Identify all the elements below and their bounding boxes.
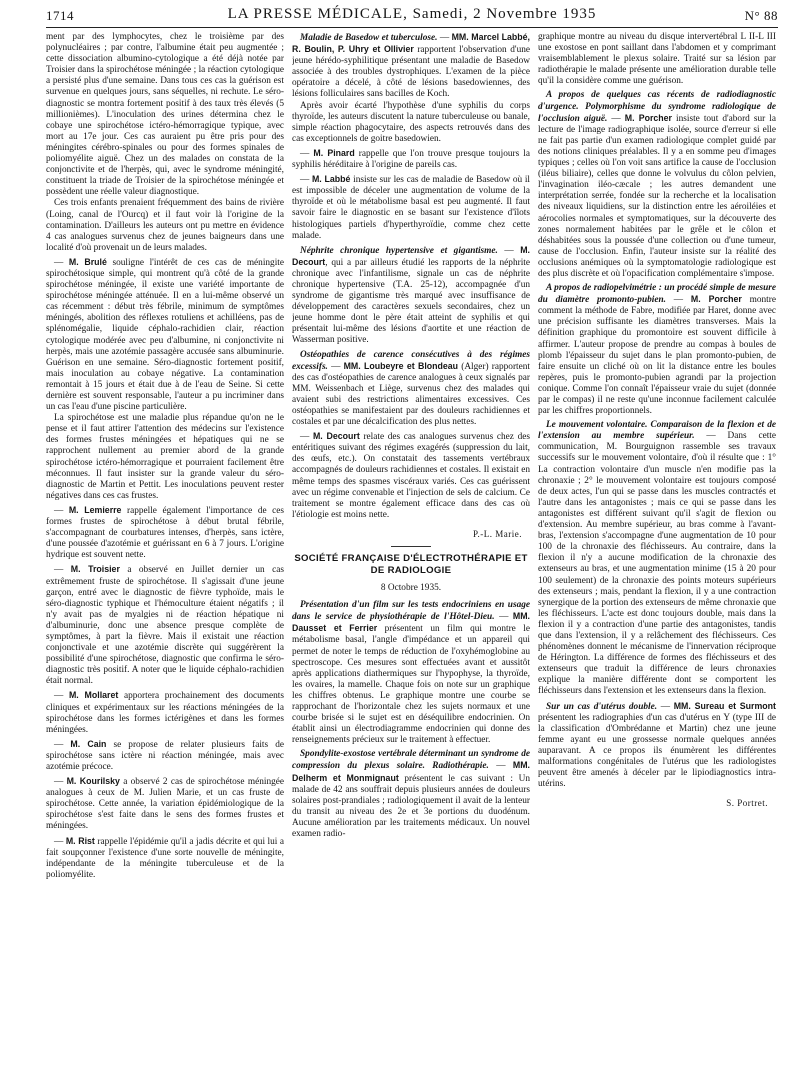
paragraph-text: rappelle également l'importance de ces formes frustes de spirochétose à début brutal fébrile, s'accompagnant de courbatures intenses, d'herpès, sans ictère, d'une poussée d'azotémie et guérissant en 6 à 7 jours. L'origine hydrique est souvent nette. bbox=[46, 505, 284, 561]
author-name: MM. Delherm et Monmignaut bbox=[292, 760, 530, 783]
journal-title: LA PRESSE MÉDICALE, Samedi, 2 Novembre 1935 bbox=[227, 6, 597, 22]
article-title: Sur un cas d'utérus double. bbox=[546, 701, 658, 712]
author-name: MM. Sureau et Surmont bbox=[673, 700, 776, 711]
paragraph: — M. Brulé souligne l'intérêt de ces cas de méningite spirochétosique simple, qui montrent qu'à côté de la grande spirochétose méningée, il existe une variété importante de spirochétose méningée atténuée. Il en a lui-même observé un cas récemment : début très fébrile, minimum de symptômes méningés, abolition des réflexes rotuliens et achilléens, pas de splénomégalie, liquide céphalo-rachidien clair, réaction cytologique modérée avec peu d'albumine, ni conjonctivite ni herpès, mais une azotémie passagère accusée sans albuminurie. Guérison en une semaine. Séro-diagnostic fortement positif, mais inoculation au cobaye négative. La contamination remontait à 15 jours et était due à de l'eau de Seine. Si cette dernière est souvent responsable, l'auteur a pu incriminer dans un cas l'eau d'une piscine particulière. bbox=[46, 256, 284, 413]
column-middle bbox=[292, 32, 530, 1076]
article-title: A propos de quelques cas récents de radiodiagnostic d'urgence. Polymorphisme du syndrome radiologique de l'occlusion aiguë. bbox=[538, 90, 776, 124]
paragraph: Spondylite-exostose vertébrale déterminant un syndrome de compression du plexus solaire. Radiothérapie. — MM. Delherm et Monmignaut présentent le cas suivant : Un malade de 42 ans souffrait depuis plusieurs années de douleurs solaires post-prandiales ; radiologiquement il avait de la lenteur du transit au niveau des 2e et 3e portions du duodénum. Aucune amélioration par les traitements médicaux. Un nouvel examen radio- bbox=[292, 749, 530, 839]
author-name: M. Cain bbox=[70, 738, 107, 749]
paragraph-text: présentent le cas suivant : Un malade de 42 ans souffrait depuis plusieurs années de douleurs solaires post-prandiales ; radiologiquement il avait de la lenteur du transit au niveau des 2e et 3e portions du duodénum. Aucune amélioration par les traitements médicaux. Un nouvel examen radio- bbox=[292, 773, 530, 839]
paragraph-text: relate des cas analogues survenus chez des entéritiques suivant des régimes exagérés (suppression du lait, des œufs, etc.). On constatait des tassements vertébraux accompagnés de douleurs rachidiennes et costales. Il existait en même temps des spasmes viscéraux variés. Ces cas guérissent avec un régime convenable et l'injection de sels de calcium. Ce traitement se montre également efficace dans des cas où l'étiologie est moins nette. bbox=[292, 432, 530, 520]
author-name: M. Lemierre bbox=[68, 504, 122, 515]
paragraph-text: rapportent l'observation d'une jeune hérédo-syphilitique présentant une maladie de Basedow associée à des troubles dystrophiques. L'examen de la pièce opératoire a décelé, à côté de lésions basedowiennes, des lésions folliculaires sans bacilles de Koch. bbox=[292, 45, 530, 100]
paragraph: Présentation d'un film sur les tests endocriniens en usage dans le service de physiothérapie de l'Hôtel-Dieu. — MM. Dausset et Ferrier présentent un film qui montre le métabolisme basal, l'angle d'impédance et un appareil qui permet de noter le temps de réduction de l'oxyhémoglobine au spectroscope. Ces mesures sont effectuées avant et aussitôt après applications diathermiques sur l'hypophyse, la thyroïde, les ovaires, la mamelle. Chaque fois on note sur un graphique les chiffres obtenus. Le graphique montre une courbe se rapprochant de l'horizontale chez les sujets normaux et une courbe brisée si le sujet est en déséquilibre endocrinien. On établit ainsi un électrodiagramme endocrinien qui donne des renseignements précieux sur le traitement à effectuer. bbox=[292, 600, 530, 746]
paragraph-text: qui a par ailleurs étudié les rapports de la néphrite chronique avec l'infantilisme, signale un cas de néphrite chronique hypertensive (T.A. 25-12), accompagnée d'un syndrome de gigantisme très marqué avec insuffisance de développement des caractères sexuels secondaires, chez un jeune homme dont le père était atteint de syphilis et qui présentait lui-même des lésions d'aortite et une réaction de Wasserman positive. bbox=[292, 257, 530, 346]
paragraph: Maladie de Basedow et tuberculose. — MM. Marcel Labbé, R. Boulin, P. Uhry et Ollivier rapportent l'observation d'une jeune hérédo-syphilitique présentant une maladie de Basedow associée à des troubles dystrophiques. L'examen de la pièce opératoire a décelé, à côté de lésions basedowiennes, des lésions folliculaires sans bacilles de Koch. bbox=[292, 32, 530, 100]
paragraph: A propos de quelques cas récents de radiodiagnostic d'urgence. Polymorphisme du syndrome radiologique de l'occlusion aiguë. — M. Porcher insiste tout d'abord sur la lecture de l'image radiographique isolée, source d'erreur si elle ne fait pas partie d'un examen radiologique complet guidé par des notions cliniques préalables. Il y a en somme peu d'images typiques ; celles où l'on voit sans artifice la cause de l'occlusion (iléus biliaire), celles que donne le volvulus du côlon pelvien, l'invagination iléo-cæcale ; les autres demandent une interprétation serrée, fondée sur la recherche et la localisation des niveaux liquidiens, sur la distinction entre les aéroiléies et aérocolies normales et symptomatiques, sur la découverte des zones normalement habitées par le grêle et le côlon et déshabitées sous la poussée d'une collection ou d'une tumeur, cause de l'occlusion. Enfin, l'auteur insiste sur la réalité des occlusions anémiques où la symptomatologie radiologique est des plus discrète et où l'opacification complémentaire s'impose. bbox=[538, 90, 776, 279]
author-name: M. Rist bbox=[65, 835, 95, 846]
author-name: M. Porcher bbox=[624, 112, 672, 123]
column-left bbox=[46, 32, 284, 1076]
paragraph-text: rappelle l'épidémie qu'il a jadis décrite et qui lui a fait soupçonner l'existence d'une sorte nouvelle de méningite, indépendante de la méningite tuberculeuse et de la poliomyélite. bbox=[46, 836, 284, 880]
paragraph-text: a observé en Juillet dernier un cas extrêmement fruste de spirochétose. Il s'agissait d'une jeune garçon, entré avec le diagnostic de fièvre typhoïde, mais le séro-diagnostic typhique et l'hémoculture étaient négatifs ; il n'y avait pas de myalgies ni de réaction hépatique ni d'albuminurie, donc une absence presque complète de symptômes, à part la fièvre. Mais il existait une réaction conjonctivale et une azotémie discrète qui suggérèrent la possibilité d'une spirochétose, diagnostic que confirma le séro-diagnostic très positif. A noter que le liquide céphalo-rachidien était normal. bbox=[46, 565, 284, 687]
paragraph-text: (Alger) rapportent des cas d'ostéopathies de carence analogues à ceux signalés par MM. Weissenbach et Liège, survenus chez des malades qui avaient subi des restrictions alimentaires excessives. Ces ostéopathies se manifestaient par des douleurs rachidiennes et costales et par une décalcification des plus nettes. bbox=[292, 361, 530, 428]
paragraph-text: rappelle que l'on trouve presque toujours la syphilis héréditaire à l'origine de pareils cas. bbox=[292, 148, 530, 171]
paragraph-text: souligne l'intérêt de ces cas de méningite spirochétosique simple, qui montrent qu'à côté de la grande spirochétose méningée, il existe une variété importante de spirochétose méningée atténuée. Il en a lui-même observé un cas récemment : début très fébrile, minimum de symptômes méningés, abolition des réflexes rotuliens et achilléens, pas de splénomégalie, liquide céphalo-rachidien clair, réaction cytologique modérée avec peu d'albumine, ni conjonctivite ni herpès, mais une azotémie passagère accusée sans albuminurie. Guérison en une semaine. Séro-diagnostic fortement positif, mais inoculation au cobaye négative. La contamination remontait à 15 jours et était due à de l'eau de Seine. Si cette dernière est souvent responsable, l'auteur a pu incriminer dans un cas l'eau d'une piscine particulière. bbox=[46, 257, 284, 413]
paragraph: Ces trois enfants prenaient fréquemment des bains de rivière (Loing, canal de l'Ourcq) et il faut voir là l'origine de la contamination. D'ailleurs les auteurs ont pu mettre en évidence 4 cas analogues survenus chez de jeunes baigneurs dans une localité d'où provenait un de leurs malades. bbox=[46, 198, 284, 253]
paragraph: A propos de radiopelvimétrie : un procédé simple de mesure du diamètre promonto-pubien. — M. Porcher montre comment la méthode de Fabre, modifiée par Haret, donne avec une précision suffisante les diamètres transverses. Mais la définition graphique du promontoire est souvent difficile à affirmer. L'auteur propose de prendre au compas à boules de plomb l'épaisseur du sujet dans le plan promonto-pubien, de faire ensuite un cliché où on lit la distance entre les boules repères, puis le promonto-pubien agrandi par la projection conique. Comme l'on connaît l'épaisseur vraie du sujet (donnée par le compas) il ne reste qu'une inconnue facilement calculée par les chiffres proportionnels. bbox=[538, 283, 776, 417]
separator-rule bbox=[391, 546, 431, 547]
paragraph: — M. Labbé insiste sur les cas de maladie de Basedow où il est impossible de déceler une augmentation de volume de la thyroïde et où le métabolisme basal est peu augmenté. Il faut savoir faire le diagnostic en se basant sur l'existence d'îlots histologiques partiels d'hyperthyroïdie, comme chez cette malade. bbox=[292, 174, 530, 241]
paragraph-text: apportera prochainement des documents cliniques et expérimentaux sur les réactions méningées de la spirochétose dans les formes ictérigènes et dans les formes méningées. bbox=[46, 691, 284, 735]
paragraph-text: se propose de relater plusieurs faits de spirochétose sans ictère ni réaction méningée, mais avec azotémie précoce. bbox=[46, 739, 284, 772]
page-header bbox=[46, 6, 778, 26]
author-name: M. Decourt bbox=[312, 431, 360, 442]
paragraph: — M. Cain se propose de relater plusieurs faits de spirochétose sans ictère ni réaction méningée, mais avec azotémie précoce. bbox=[46, 738, 284, 772]
author-name: M. Mollaret bbox=[68, 690, 119, 701]
paragraph: Ostéopathies de carence consécutives à des régimes excessifs. — MM. Loubeyre et Blondeau (Alger) rapportent des cas d'ostéopathies de carence analogues à ceux signalés par MM. Weissenbach et Liège, survenus chez des malades qui avaient subi des restrictions alimentaires excessives. Ces ostéopathies se manifestaient par des douleurs rachidiennes et costales et par une décalcification des plus nettes. bbox=[292, 349, 530, 428]
author-name: M. Brulé bbox=[68, 256, 107, 267]
author-name: M. Kourilsky bbox=[66, 776, 120, 787]
issue-number: N° 88 bbox=[744, 8, 778, 23]
paragraph: graphique montre au niveau du disque intervertébral L II-L III une exostose en pont saillant dans l'abdomen et y comprimant vraisemblablement le plexus solaire. Traité sur sa lésion par radiothérapie le malade présente une amélioration durable telle qu'il la considère comme une guérison. bbox=[538, 32, 776, 87]
paragraph: — M. Decourt relate des cas analogues survenus chez des entéritiques suivant des régimes exagérés (suppression du lait, des œufs, etc.). On constatait des tassements vertébraux accompagnés de douleurs rachidiennes et costales. Il existait en même temps des spasmes viscéraux variés. Ces cas guérissent avec un régime convenable et l'injection de sels de calcium. Ce traitement se montre également efficace dans des cas où l'étiologie est moins nette. bbox=[292, 431, 530, 520]
paragraph-text: Dans cette communication, M. Bourguignon rassemble ses travaux successifs sur le mouvement volontaire, d'où il résulte que : 1° La contraction volontaire d'un muscle n'en modifie pas la chronaxie ; 2° le mouvement volontaire est toujours composé de deux actes, l'un qui se passe dans les muscles contractés et l'autre dans les antagonistes ; mais ce qui se passe dans les antagonistes est différent suivant qu'il s'agit de flexion ou d'extension. Au membre supérieur, au bras comme à l'avant-bras, l'extension s'accompagne d'une augmentation de 10 pour 100 de la chronaxie des fléchisseurs. Au contraire, dans la flexion il n'y a aucune modification de la chronaxie des extenseurs au bras, et une augmentation minime (15 à 20 pour 100 seulement) de la chronaxie des points moteurs supérieurs des extenseurs ; mais, pendant la flexion, il y a une contraction synergique de la portion des extenseurs de même chronaxie que les fléchisseurs. L'acte est donc toujours double, mais dans la flexion il y a contraction d'une partie des antagonistes, tandis que dans l'extension, il y a relâchement des fléchisseurs. Ces phénomènes donnent le mécanisme de l'innervation réciproque de Hérington. La différence de formes des fléchisseurs et des extenseurs que traduit la différence de leurs chronaxies explique la manière différente dont se comportent les fléchisseurs dans l'extension et les extenseurs dans la flexion. bbox=[538, 431, 776, 697]
paragraph: Le mouvement volontaire. Comparaison de la flexion et de l'extension au membre supérieur. — Dans cette communication, M. Bourguignon rassemble ses travaux successifs sur le mouvement volontaire, d'où il résulte que : 1° La contraction volontaire d'un muscle n'en modifie pas la chronaxie ; 2° le mouvement volontaire est toujours composé de deux actes, l'un qui se passe dans les muscles contractés et l'autre dans les antagonistes ; mais ce qui se passe dans les antagonistes est différent suivant qu'il s'agit de flexion ou d'extension. Au membre supérieur, au bras comme à l'avant-bras, l'extension s'accompagne d'une augmentation de 10 pour 100 de la chronaxie des fléchisseurs. Au contraire, dans la flexion il n'y a aucune modification de la chronaxie des extenseurs au bras, et une augmentation minime (15 à 20 pour 100 seulement) de la chronaxie des points moteurs supérieurs des extenseurs ; mais, pendant la flexion, il y a une contraction synergique de la portion des extenseurs de même chronaxie que les fléchisseurs. L'acte est donc toujours double, mais dans la flexion il y a contraction d'une partie des antagonistes, tandis que dans l'extension, il y a relâchement des fléchisseurs. Ces phénomènes donnent le mécanisme de l'innervation réciproque de Hérington. La différence de formes des fléchisseurs et des extenseurs que traduit la différence de leurs chronaxies explique la manière différente dont se comportent les fléchisseurs dans l'extension et les extenseurs dans la flexion. bbox=[538, 420, 776, 697]
paragraph-text: montre comment la méthode de Fabre, modifiée par Haret, donne avec une précision suffisante les diamètres transverses. Mais la définition graphique du promontoire est souvent difficile à affirmer. L'auteur propose de prendre au compas à boules de plomb l'épaisseur du sujet dans le plan promonto-pubien, de faire ensuite un cliché où on lit la distance entre les boules repères, puis le promonto-pubien agrandi par la projection conique. Comme l'on connaît l'épaisseur vraie du sujet (donnée par le compas) il ne reste qu'une inconnue facilement calculée par les chiffres proportionnels. bbox=[538, 295, 776, 417]
paragraph: Après avoir écarté l'hypothèse d'une syphilis du corps thyroïde, les auteurs discutent la nature tuberculeuse ou banale, simple réaction phagocytaire, des aspects retrouvés dans des cas exceptionnels de goitre basedowien. bbox=[292, 100, 530, 144]
section-date: 8 Octobre 1935. bbox=[380, 583, 442, 594]
paragraph: ment par des lymphocytes, chez le troisième par des polynucléaires ; par contre, l'albumine était peu augmentée ; cette dissociation albumino-cytologique a été déjà notée par Troisier dans la spirochétose méningée ; la réaction cytologique a persisté plus d'une semaine. Dans tous ces cas la guérison est survenue en quelques jours, sans séquelles, ni rechute. Le séro-diagnostic se montra fortement positif à des taux très élevés (5 millionièmes). L'inoculation des urines détermina chez le cobaye une spirochétose ictéro-hémorragique typique, avec mort au 17e jour. Ces cas auraient pu être pris pour des méningites cérébro-spinales ou pour des formes spinales de poliomyélite aiguë. Chez un des malades on constata de la conjonctivite et de l'herpès, qui, avec le syndrome méningité, constituent la triade de Troisier de la spirochétose méningée et possèdent une réelle valeur diagnostique. bbox=[46, 32, 284, 198]
author-name: MM. Loubeyre et Blondeau bbox=[343, 360, 459, 371]
header-rule bbox=[46, 27, 778, 28]
article-title: Ostéopathies de carence consécutives à des régimes excessifs. bbox=[292, 349, 530, 372]
signature: P.-L. Marie. bbox=[473, 528, 522, 539]
paragraph-text: a observé 2 cas de spirochétose méningée analogues à ceux de M. Julien Marie, et un cas fruste de spirochétose. Cette année, la variation épidémiologique de la spirochétose s'est faite dans le sens des formes frustes et méningées. bbox=[46, 777, 284, 832]
article-title: Maladie de Basedow et tuberculose. bbox=[300, 33, 438, 43]
author-name: M. Troisier bbox=[70, 564, 120, 575]
paragraph-text: présentent les radiographies d'un cas d'utérus en Y (type III de la classification d'Ombrédanne et Martin) chez une jeune femme ayant eu une grossesse normale quelques années auparavant. A ce propos ils énumèrent les différentes malformations congénitales de l'utérus que les radiologistes peuvent être amenés à déceler par le lipiodiagnostics intra-utérins. bbox=[538, 712, 776, 790]
paragraph-text: insiste tout d'abord sur la lecture de l'image radiographique isolée, source d'erreur si elle ne fait pas partie d'un examen radiologique complet guidé par des notions cliniques préalables. Il y a en somme peu d'images typiques ; celles où l'on voit sans artifice la cause de l'occlusion (iléus biliaire), celles que donne le volvulus du côlon pelvien, l'invagination iléo-cæcale ; les autres demandent une interprétation serrée, fondée sur la recherche et la localisation des niveaux liquidiens, sur la distinction entre les aéroiléies et aérocolies normales et symptomatiques, sur la découverte des zones normalement habitées par le grêle et le côlon et déshabitées sous la poussée d'une collection ou d'une tumeur, cause de l'occlusion. Enfin, l'auteur insiste sur la réalité des occlusions anémiques où la symptomatologie radiologique est des plus discrète et où l'opacification complémentaire s'impose. bbox=[538, 113, 776, 279]
paragraph: — M. Troisier a observé en Juillet dernier un cas extrêmement fruste de spirochétose. Il s'agissait d'une jeune garçon, entré avec le diagnostic de fièvre typhoïde, mais le séro-diagnostic typhique et l'hémoculture étaient négatifs ; il n'y avait pas de myalgies ni de réaction hépatique ni d'albuminurie, donc une absence presque complète de symptômes, à part la fièvre. Mais il existait une réaction conjonctivale et une azotémie discrète qui suggérèrent la possibilité d'une spirochétose, diagnostic que confirma le séro-diagnostic très positif. A noter que le liquide céphalo-rachidien était normal. bbox=[46, 564, 284, 687]
paragraph: — M. Lemierre rappelle également l'importance de ces formes frustes de spirochétose à début brutal fébrile, s'accompagnant de courbatures intenses, d'herpès, sans ictère, d'une poussée d'azotémie et guérissant en 6 à 7 jours. L'origine hydrique est souvent nette. bbox=[46, 504, 284, 561]
paragraph: Sur un cas d'utérus double. — MM. Sureau et Surmont présentent les radiographies d'un cas d'utérus en Y (type III de la classification d'Ombrédanne et Martin) chez une jeune femme ayant eu une grossesse normale quelques années auparavant. A ce propos ils énumèrent les différentes malformations congénitales de l'utérus que les radiologistes peuvent être amenés à déceler par le lipiodiagnostics intra-utérins. bbox=[538, 700, 776, 790]
author-name: M. Pinard bbox=[313, 147, 355, 158]
paragraph-text: présentent un film qui montre le métabolisme basal, l'angle d'impédance et un appareil qui permet de noter le temps de réduction de l'oxyhémoglobine au spectroscope. Ces mesures sont effectuées avant et aussitôt après applications diathermiques sur l'hypophyse, la thyroïde, les ovaires, la mamelle. Chaque fois on note sur un graphique les chiffres obtenus. Le graphique montre une courbe se rapprochant de l'horizontale chez les sujets normaux et une courbe brisée si le sujet est en déséquilibre endocrinien. On établit ainsi un électrodiagramme endocrinien qui donne des renseignements précieux sur le traitement à effectuer. bbox=[292, 624, 530, 746]
signature: S. Portret. bbox=[726, 798, 768, 809]
paragraph-text: insiste sur les cas de maladie de Basedow où il est impossible de déceler une augmentation de volume de la thyroïde et où le métabolisme basal est peu augmenté. Il faut savoir faire le diagnostic en se basant sur l'existence d'îlots histologiques partiels d'hyperthyroïdie, comme chez cette malade. bbox=[292, 175, 530, 241]
author-name: M. Decourt bbox=[292, 244, 530, 267]
article-title: Présentation d'un film sur les tests endocriniens en usage dans le service de physiothérapie de l'Hôtel-Dieu. bbox=[292, 600, 530, 623]
paragraph: — M. Pinard rappelle que l'on trouve presque toujours la syphilis héréditaire à l'origine de pareils cas. bbox=[292, 147, 530, 171]
paragraph: — M. Mollaret apportera prochainement des documents cliniques et expérimentaux sur les réactions méningées de la spirochétose dans les formes ictérigènes et dans les formes méningées. bbox=[46, 690, 284, 735]
article-title: Spondylite-exostose vertébrale déterminant un syndrome de compression du plexus solaire. Radiothérapie. bbox=[292, 749, 530, 772]
article-title: Le mouvement volontaire. Comparaison de la flexion et de l'extension au membre supérieur. bbox=[538, 420, 776, 442]
paragraph: — M. Rist rappelle l'épidémie qu'il a jadis décrite et qui lui a fait soupçonner l'existence d'une sorte nouvelle de méningite, indépendante de la méningite tuberculeuse et de la poliomyélite. bbox=[46, 835, 284, 880]
article-title: Néphrite chronique hypertensive et gigantisme. bbox=[300, 245, 498, 256]
author-name: MM. Marcel Labbé, R. Boulin, P. Uhry et Ollivier bbox=[292, 32, 530, 55]
article-title: A propos de radiopelvimétrie : un procédé simple de mesure du diamètre promonto-pubien. bbox=[538, 283, 776, 306]
column-right bbox=[538, 32, 776, 1076]
author-name: M. Porcher bbox=[690, 294, 742, 305]
paragraph: La spirochétose est une maladie plus répandue qu'on ne le pense et il faut attirer l'attention des médecins sur l'existence des formes frustes méningées et hépatiques qui ne se rapprochent nullement au premier abord de la grande spirochétose ictéro-hémorragique et pourraient facilement être méconnues. Il faut insister sur la grande valeur du séro-diagnostic de Martin et Pettit. Les inoculations peuvent rester négatives dans ces cas frustes. bbox=[46, 413, 284, 501]
author-name: M. Labbé bbox=[311, 174, 351, 185]
author-name: MM. Dausset et Ferrier bbox=[292, 611, 530, 634]
paragraph: Néphrite chronique hypertensive et gigantisme. — M. Decourt, qui a par ailleurs étudié les rapports de la néphrite chronique avec l'infantilisme, signale un cas de néphrite chronique hypertensive (T.A. 25-12), accompagnée d'un syndrome de gigantisme très marqué avec insuffisance de développement des caractères sexuels secondaires, chez un jeune homme dont le père était atteint de syphilis et qui présentait lui-même des lésions d'aortite et une réaction de Wasserman positive. bbox=[292, 244, 530, 346]
paragraph: — M. Kourilsky a observé 2 cas de spirochétose méningée analogues à ceux de M. Julien Marie, et un cas fruste de spirochétose. Cette année, la variation épidémiologique de la spirochétose s'est faite dans le sens des formes frustes et méningées. bbox=[46, 776, 284, 832]
page-number: 1714 bbox=[46, 8, 74, 23]
section-heading: SOCIÉTÉ FRANÇAISE D'ÉLECTROTHÉRAPIE ET DE RADIOLOGIE bbox=[294, 553, 528, 577]
